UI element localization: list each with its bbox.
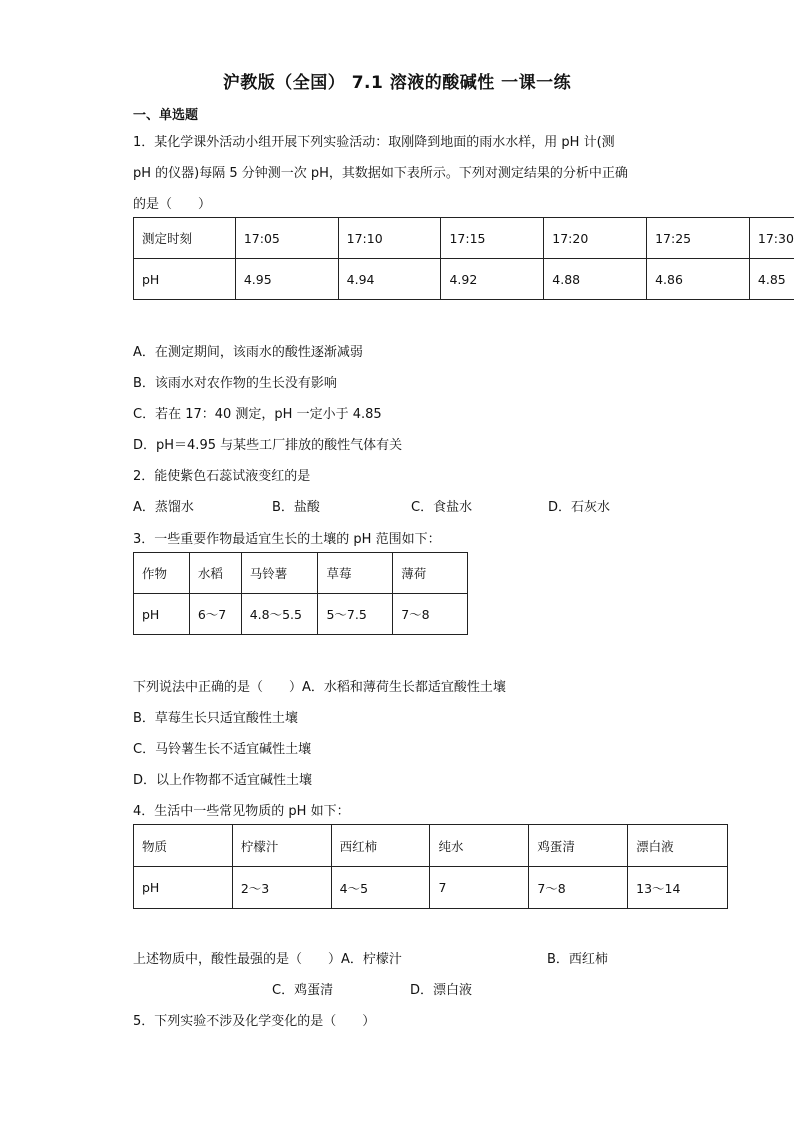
q4-substance-table bbox=[133, 824, 728, 909]
table-cell: 13～14 bbox=[628, 867, 728, 909]
q2-stem: 2．能使紫色石蕊试液变红的是 bbox=[133, 469, 311, 484]
q3-stem: 3．一些重要作物最适宜生长的土壤的 pH 范围如下： bbox=[133, 532, 441, 547]
q3-option-c: C．马铃薯生长不适宜碱性土壤 bbox=[133, 742, 312, 757]
table-cell: 17:15 bbox=[441, 218, 544, 259]
q1-option-b: B．该雨水对农作物的生长没有影响 bbox=[133, 376, 337, 391]
q1-stem-line-1: 1．某化学课外活动小组开展下列实验活动：取刚降到地面的雨水水样，用 pH 计(测 bbox=[133, 135, 615, 150]
q4-lead-with-option-a: 上述物质中，酸性最强的是（ ）A．柠檬汁 bbox=[133, 952, 402, 967]
q3-option-d: D．以上作物都不适宜碱性土壤 bbox=[133, 773, 313, 788]
table-cell: 4.8～5.5 bbox=[241, 594, 318, 635]
q4-option-c: C．鸡蛋清 bbox=[272, 983, 334, 998]
q1-ph-table bbox=[133, 217, 794, 300]
q1-option-d: D．pH＝4.95 与某些工厂排放的酸性气体有关 bbox=[133, 438, 403, 453]
q4-lead-row bbox=[133, 948, 753, 966]
q2-option-b: B．盐酸 bbox=[272, 500, 320, 515]
table-cell: pH bbox=[134, 594, 190, 635]
table-cell: 漂白液 bbox=[628, 825, 728, 867]
table-cell: 物质 bbox=[134, 825, 233, 867]
q1-option-a: A．在测定期间，该雨水的酸性逐渐减弱 bbox=[133, 345, 363, 360]
section-heading: 一、单选题 bbox=[133, 108, 199, 123]
table-cell: 水稻 bbox=[189, 553, 241, 594]
q2-option-a: A．蒸馏水 bbox=[133, 500, 194, 515]
table-cell: 4.86 bbox=[647, 259, 750, 300]
table-cell: 7～8 bbox=[393, 594, 468, 635]
table-cell: 17:20 bbox=[544, 218, 647, 259]
document-title: 沪教版（全国） 7.1 溶液的酸碱性 一课一练 bbox=[222, 73, 572, 93]
table-row bbox=[134, 553, 468, 594]
q2-options-row bbox=[133, 496, 733, 514]
table-row bbox=[134, 594, 468, 635]
table-cell: 17:10 bbox=[338, 218, 441, 259]
table-cell: 测定时刻 bbox=[134, 218, 236, 259]
table-cell: 柠檬汁 bbox=[232, 825, 331, 867]
table-cell: 6～7 bbox=[189, 594, 241, 635]
table-cell: 鸡蛋清 bbox=[529, 825, 628, 867]
table-cell: 5～7.5 bbox=[318, 594, 393, 635]
table-cell: 4～5 bbox=[331, 867, 430, 909]
table-cell: pH bbox=[134, 259, 236, 300]
table-cell: 4.92 bbox=[441, 259, 544, 300]
table-cell: pH bbox=[134, 867, 233, 909]
table-cell: 17:25 bbox=[647, 218, 750, 259]
table-cell: 7 bbox=[430, 867, 529, 909]
q5-stem: 5．下列实验不涉及化学变化的是（ ） bbox=[133, 1014, 376, 1029]
q4-option-d: D．漂白液 bbox=[410, 983, 473, 998]
q2-option-d: D．石灰水 bbox=[548, 500, 611, 515]
table-cell: 西红柿 bbox=[331, 825, 430, 867]
table-cell: 4.95 bbox=[235, 259, 338, 300]
table-cell: 薄荷 bbox=[393, 553, 468, 594]
q3-option-b: B．草莓生长只适宜酸性土壤 bbox=[133, 711, 298, 726]
table-cell: 2～3 bbox=[232, 867, 331, 909]
table-cell: 7～8 bbox=[529, 867, 628, 909]
table-cell: 作物 bbox=[134, 553, 190, 594]
q4-options-row-2 bbox=[133, 979, 753, 997]
table-cell: 4.94 bbox=[338, 259, 441, 300]
table-row bbox=[134, 218, 794, 259]
table-cell-clipped: 4.85 bbox=[749, 259, 794, 300]
q3-lead-with-option-a: 下列说法中正确的是（ ）A．水稻和薄荷生长都适宜酸性土壤 bbox=[133, 680, 506, 695]
table-cell: 纯水 bbox=[430, 825, 529, 867]
table-cell: 17:05 bbox=[235, 218, 338, 259]
q4-option-b: B．西红柿 bbox=[547, 952, 608, 967]
q3-crop-table bbox=[133, 552, 468, 635]
q1-stem-line-3: 的是（ ） bbox=[133, 197, 212, 212]
q1-option-c: C．若在 17：40 测定，pH 一定小于 4.85 bbox=[133, 407, 382, 422]
q2-option-c: C．食盐水 bbox=[411, 500, 473, 515]
table-row bbox=[134, 825, 728, 867]
table-row bbox=[134, 867, 728, 909]
table-row bbox=[134, 259, 794, 300]
q4-stem: 4．生活中一些常见物质的 pH 如下： bbox=[133, 804, 350, 819]
table-cell-clipped: 17:30 bbox=[749, 218, 794, 259]
table-cell: 马铃薯 bbox=[241, 553, 318, 594]
table-cell: 4.88 bbox=[544, 259, 647, 300]
table-cell: 草莓 bbox=[318, 553, 393, 594]
q1-stem-line-2: pH 的仪器)每隔 5 分钟测一次 pH，其数据如下表所示。下列对测定结果的分析中正确 bbox=[133, 166, 628, 181]
